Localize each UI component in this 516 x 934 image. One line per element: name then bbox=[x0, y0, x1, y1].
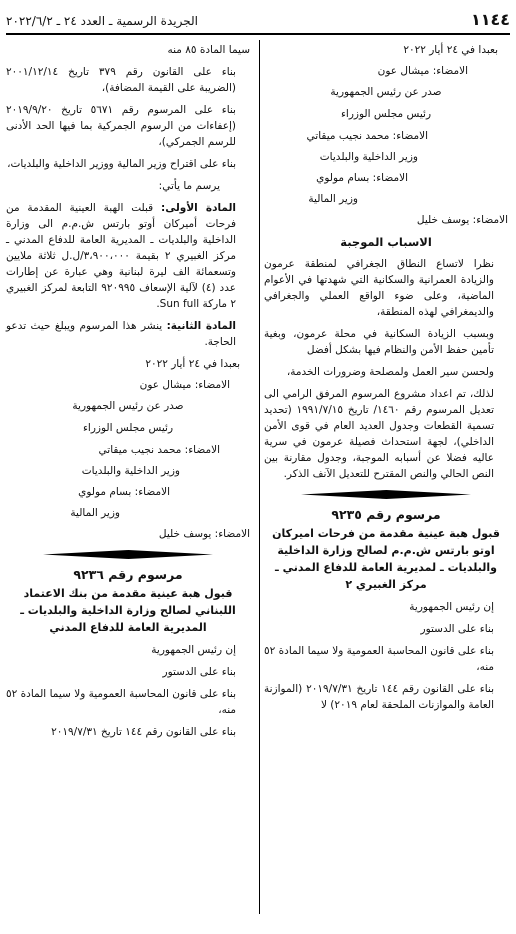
preamble-clause: بناء على الدستور bbox=[420, 623, 494, 635]
preamble-clause: بناء على القانون رقم ١٤٤ تاريخ ٢٠١٩/٧/٣١ (الموازنة العامة والموازنات الملحقة لعام ٢٠١٩) لا bbox=[264, 683, 494, 711]
section-divider bbox=[43, 550, 214, 559]
decree-title: قبول هبة عينية مقدمة من بنك الاعتماد اللبناني لصالح وزارة الداخلية والبلديات ـ المديرية العامة للدفاع المدني bbox=[20, 587, 236, 634]
header-rule bbox=[6, 33, 510, 35]
pm-title: رئيس مجلس الوزراء bbox=[340, 108, 432, 120]
finance-minister-signature: الامضاء: يوسف خليل bbox=[158, 528, 250, 540]
decree-number: مرسوم رقم ٩٢٣٥ bbox=[331, 507, 441, 522]
finance-minister-signature: الامضاء: يوسف خليل bbox=[416, 214, 508, 226]
article-1 bbox=[6, 200, 250, 312]
preamble-clause: سيما المادة ٨٥ منه bbox=[167, 44, 250, 56]
preamble-president: إن رئيس الجمهورية bbox=[151, 644, 236, 656]
interior-minister-title: وزير الداخلية والبلديات bbox=[319, 151, 418, 163]
preamble-clause: بناء على قانون المحاسبة العمومية ولا سيما المادة ٥٢ منه، bbox=[264, 645, 494, 673]
preamble-clause: بناء على القانون رقم ١٤٤ تاريخ ٢٠١٩/٧/٣١ bbox=[51, 726, 236, 738]
page-number: ١١٤٤ bbox=[470, 10, 510, 29]
column-divider bbox=[259, 40, 260, 914]
article-2-text: ينشر هذا المرسوم ويبلغ حيث تدعو الحاجة. bbox=[6, 320, 236, 348]
decree-title: قبول هبة عينية مقدمة من فرحات اميركان اوتو بارتس ش.م.م لصالح وزارة الداخلية والبلديات ـ لمديرية العامة للدفاع المدني ـ مركز الغبيري ٢ bbox=[272, 527, 500, 591]
pm-signature: الامضاء: محمد نجيب ميقاتي bbox=[306, 130, 428, 142]
article-2-label: المادة الثانية: bbox=[166, 320, 236, 332]
president-signature: الامضاء: ميشال عون bbox=[377, 65, 468, 77]
article-2 bbox=[6, 318, 250, 350]
preamble-clause: بناء على القانون رقم ٣٧٩ تاريخ ٢٠٠١/١٢/١٤ (الضريبة على القيمة المضافة)، bbox=[6, 66, 236, 94]
left-column bbox=[6, 42, 250, 746]
preamble-clause: بناء على المرسوم رقم ٥٦٧١ تاريخ ٢٠١٩/٩/٢٠ (إعفاءات من الرسوم الجمركية بما فيها الحد الأدنى للرسم الجمركي)، bbox=[6, 104, 236, 148]
finance-minister-title: وزير المالية bbox=[308, 193, 358, 205]
preamble-clause: بناء على اقتراح وزير المالية ووزير الداخلية والبلديات، bbox=[7, 158, 236, 170]
interior-minister-signature: الامضاء: بسام مولوي bbox=[316, 172, 408, 184]
reasons-paragraph: وبسبب الزيادة السكانية في محلة عرمون، وبغية تأمين حفظ الأمن والنظام فيها بشكل أفضل bbox=[264, 328, 494, 356]
reasons-paragraph: ولحسن سير العمل ولمصلحة وضرورات الخدمة، bbox=[286, 366, 494, 378]
preamble-clause: بناء على قانون المحاسبة العمومية ولا سيما المادة ٥٢ منه، bbox=[6, 688, 236, 716]
article-1-text: قبلت الهبة العينية المقدمة من فرحات أميركان أوتو بارتس ش.م.م الى وزارة الداخلية والبلديات ـ المديرية العامة للدفاع المدني ـ مركز الغبيري ٢ بقيمة ٣،٩٠٠،٠٠٠/ل.ل ثلاثة ملايين وتسعمائة الف ليرة لبنانية وهي عبارة عن إطارات عدد (٤) لآلية الإسعاف ٩٢٠٩٩٥ التابعة لمركز الغبيري ٢ ماركة Sun full. bbox=[6, 202, 236, 310]
issued-by: صدر عن رئيس الجمهورية bbox=[72, 400, 184, 412]
reasons-paragraph: نظرا لاتساع النطاق الجغرافي لمنطقة عرمون والزيادة العمرانية والسكانية التي شهدتها في الأعوام الماضية، وعلى ضوء الواقع العملي والجغرافي والديمغرافي لهذه المنطقة، bbox=[264, 258, 494, 318]
issued-by: صدر عن رئيس الجمهورية bbox=[330, 86, 442, 98]
president-signature: الامضاء: ميشال عون bbox=[139, 379, 230, 391]
reasons-heading: الاسباب الموجبة bbox=[340, 235, 432, 249]
interior-minister-title: وزير الداخلية والبلديات bbox=[81, 465, 180, 477]
signing-date: بعبدا في ٢٤ أيار ٢٠٢٢ bbox=[145, 358, 240, 370]
finance-minister-title: وزير المالية bbox=[70, 507, 120, 519]
right-column bbox=[264, 42, 508, 719]
preamble-president: إن رئيس الجمهورية bbox=[409, 601, 494, 613]
signing-date: بعبدا في ٢٤ أيار ٢٠٢٢ bbox=[403, 44, 498, 56]
section-divider bbox=[301, 490, 472, 499]
pm-signature: الامضاء: محمد نجيب ميقاتي bbox=[98, 444, 220, 456]
reasons-paragraph: لذلك، تم اعداد مشروع المرسوم المرفق الرامي الى تعديل المرسوم رقم ١٤٦٠/ تاريخ ١٩٩١/٧/١٥ (تحديد تسمية القطعات وجدول العديد العام في قوى الأمن الداخلي)، لجهة استحداث فصيلة عرمون في سرية عاليه فضلا عن أسبابه الموجبة، وجدول مقارنة بين النص الحالي والنص المقترح للتعديل الآنف الذكر. bbox=[264, 388, 494, 480]
pm-title: رئيس مجلس الوزراء bbox=[82, 422, 174, 434]
interior-minister-signature: الامضاء: بسام مولوي bbox=[78, 486, 170, 498]
decree-number: مرسوم رقم ٩٢٣٦ bbox=[73, 567, 183, 582]
page-header bbox=[6, 4, 510, 34]
decrees-line: يرسم ما يأتي: bbox=[158, 180, 220, 192]
journal-title: الجريدة الرسمية ـ العدد ٢٤ ـ ٢٠٢٢/٦/٢ bbox=[6, 14, 198, 28]
article-1-label: المادة الأولى: bbox=[161, 202, 237, 214]
preamble-clause: بناء على الدستور bbox=[162, 666, 236, 678]
